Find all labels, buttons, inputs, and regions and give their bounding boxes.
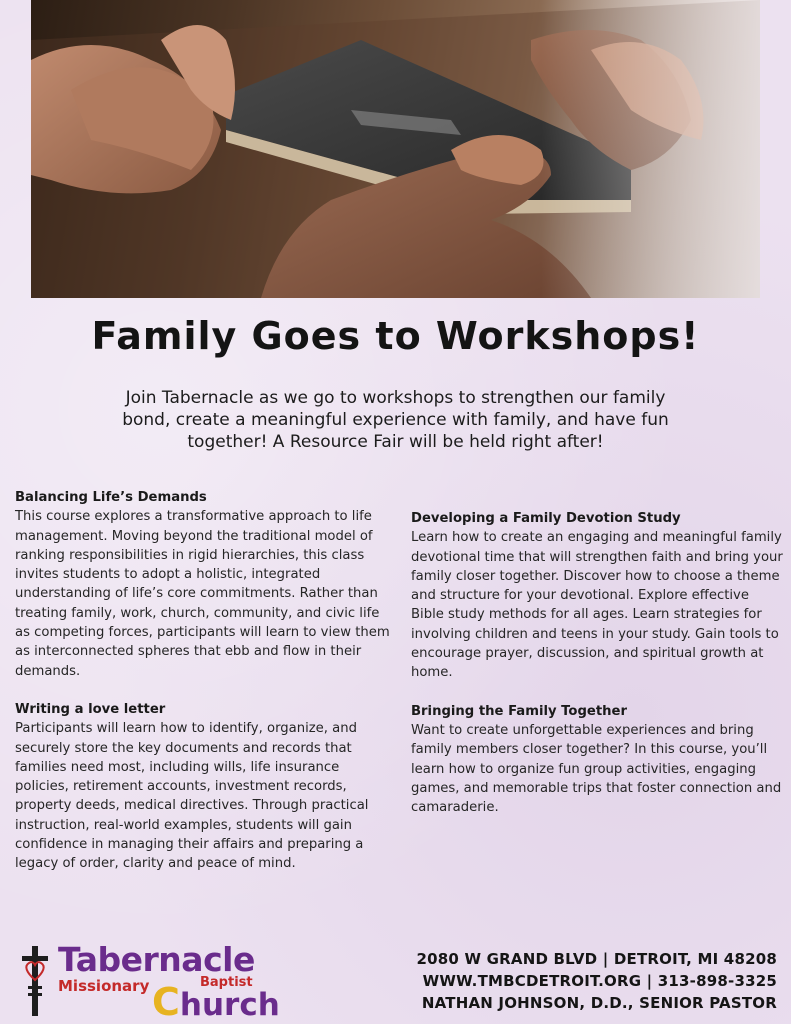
logo-church-rest: hurch bbox=[179, 987, 280, 1023]
logo-name-tabernacle: Tabernacle bbox=[58, 940, 255, 979]
contact-address: 2080 W GRAND BLVD | DETROIT, MI 48208 bbox=[416, 950, 777, 968]
workshop-section bbox=[15, 700, 393, 874]
left-column bbox=[15, 488, 393, 874]
logo-name-missionary: Missionary bbox=[58, 977, 150, 995]
workshop-section bbox=[411, 509, 783, 683]
workshop-section bbox=[411, 702, 783, 818]
hands-bible-illustration bbox=[31, 0, 760, 298]
church-logo bbox=[18, 940, 288, 1024]
workshop-description: Learn how to create an engaging and meaningful family devotional time that will strengthen faith and bring your family closer together. Discover how to choose a theme and structure for your devotional. Explore effective Bible study methods for all ages. Learn strategies for involving children and teens in your study. Gain tools to encourage prayer, discussion, and spiritual growth at home. bbox=[411, 530, 783, 681]
workshop-description: Want to create unforgettable experiences and bring family members closer together? In this course, you’ll learn how to organize fun group activities, engaging games, and memorable trips that foster connection and camaraderie. bbox=[411, 722, 782, 816]
logo-name-church bbox=[152, 980, 280, 1024]
contact-pastor: NATHAN JOHNSON, D.D., SENIOR PASTOR bbox=[421, 994, 777, 1012]
workshop-heading: Writing a love letter bbox=[15, 701, 166, 717]
workshop-heading: Balancing Life’s Demands bbox=[15, 490, 207, 505]
hero-photo bbox=[31, 0, 760, 298]
intro-text: Join Tabernacle as we go to workshops to strengthen our family bond, create a meaningful experience with family, and have fun together! A Resource Fair will be held right after! bbox=[122, 388, 669, 452]
contact-web-phone: WWW.TMBCDETROIT.ORG | 313-898-3325 bbox=[422, 972, 777, 990]
workshop-description: This course explores a transformative approach to life management. Moving beyond the traditional model of ranking responsibilities in rigid hierarchies, this class invites students to adopt a holistic, integrated understanding of life’s core commitments. Rather than treating family, work, church, community, and civic life as competing forces, participants will learn to view them as interconnected spheres that ebb and flow in their demands. bbox=[15, 509, 390, 679]
workshop-heading: Developing a Family Devotion Study bbox=[411, 511, 681, 526]
cross-heart-icon bbox=[20, 946, 50, 1016]
workshop-section bbox=[15, 488, 393, 681]
page-title: Family Goes to Workshops! bbox=[91, 314, 700, 358]
right-column bbox=[411, 509, 783, 817]
logo-name-baptist: Baptist bbox=[200, 975, 253, 990]
contact-block bbox=[417, 948, 778, 1014]
logo-church-c: C bbox=[152, 980, 180, 1024]
workshop-heading: Bringing the Family Together bbox=[411, 703, 628, 719]
workshop-description: Participants will learn how to identify, organize, and securely store the key documents and records that families need most, including wills, life insurance policies, retirement accounts, investment records, property deeds, medical directives. Through practical instruction, real-world examples, students will gain confidence in managing their affairs and preparing a legacy of order, clarity and peace of mind. bbox=[15, 721, 369, 872]
